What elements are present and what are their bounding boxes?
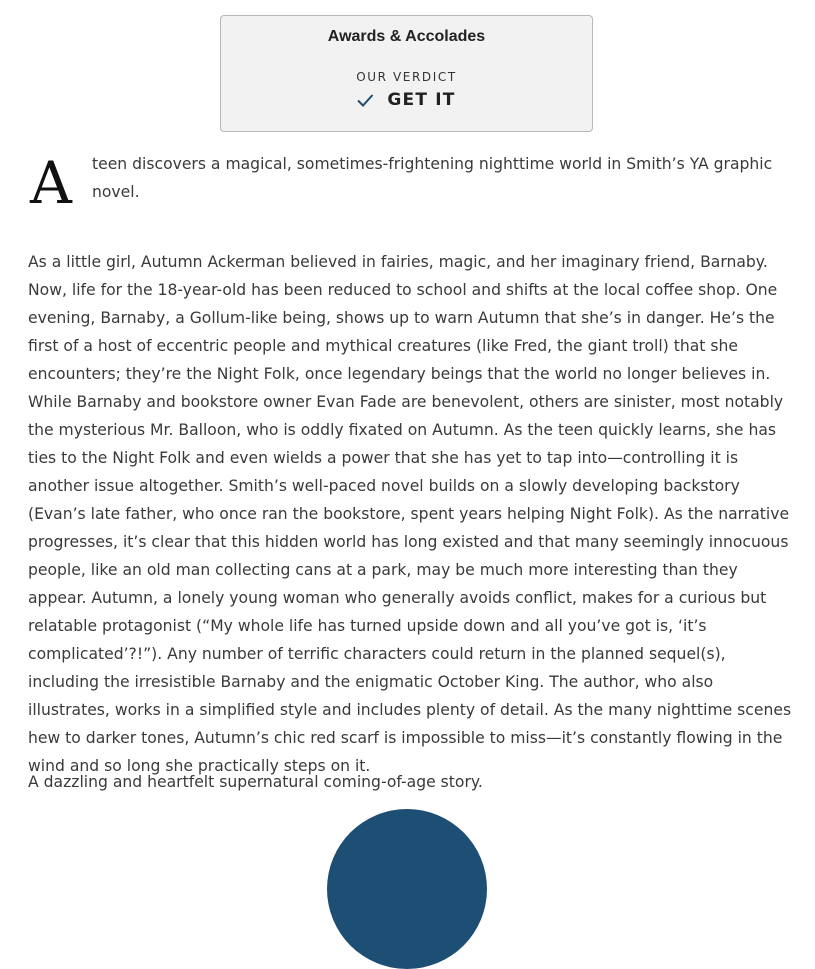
drop-cap: A [30,149,72,217]
verdict-value: GET IT [387,90,456,110]
verdict-row [221,90,592,110]
awards-box [220,15,593,132]
review-verdict: A dazzling and heartfelt supernatural coming-of-age story. [28,773,483,791]
badge-circle [327,809,487,969]
review-lead: teen discovers a magical, sometimes-frightening nighttime world in Smith’s YA graphic novel. [92,155,773,201]
review-body: As a little girl, Autumn Ackerman believed in fairies, magic, and her imaginary friend, Barnaby. Now, life for the 18-year-old has been reduced to school and shifts at the local coffee shop. One evening, Barnaby, a Gollum-like being, shows up to warn Autumn that she’s in danger. He’s the first of a host of eccentric people and mythical creatures (like Fred, the giant troll) that she encounters; they’re the Night Folk, once legendary beings that the world no longer believes in. While Barnaby and bookstore owner Evan Fade are benevolent, others are sinister, most notably the mysterious Mr. Balloon, who is oddly fixated on Autumn. As the teen quickly learns, she has ties to the Night Folk and even wields a power that she has yet to tap into—controlling it is another issue altogether. Smith’s well-paced novel builds on a slowly developing backstory (Evan’s late father, who once ran the bookstore, spent years helping Night Folk). As the narrative progresses, it’s clear that this hidden world has long existed and that many seemingly innocuous people, like an old man collecting cans at a park, may be much more interesting than they appear. Autumn, a lonely young woman who generally avoids conflict, makes for a curious but relatable protagonist (“My whole life has turned upside down and all you’ve got is, ‘it’s complicated’?!”). Any number of terrific characters could return in the planned sequel(s), including the irresistible Barnaby and the enigmatic October King. The author, who also illustrates, works in a simplified style and includes plenty of detail. As the many nighttime scenes hew to darker tones, Autumn’s chic red scarf is impossible to miss—it’s constantly flowing in the wind and so long she practically steps on it. [28,253,792,775]
verdict-label: OUR VERDICT [356,70,457,84]
check-icon [355,90,375,110]
awards-title: Awards & Accolades [327,28,486,45]
